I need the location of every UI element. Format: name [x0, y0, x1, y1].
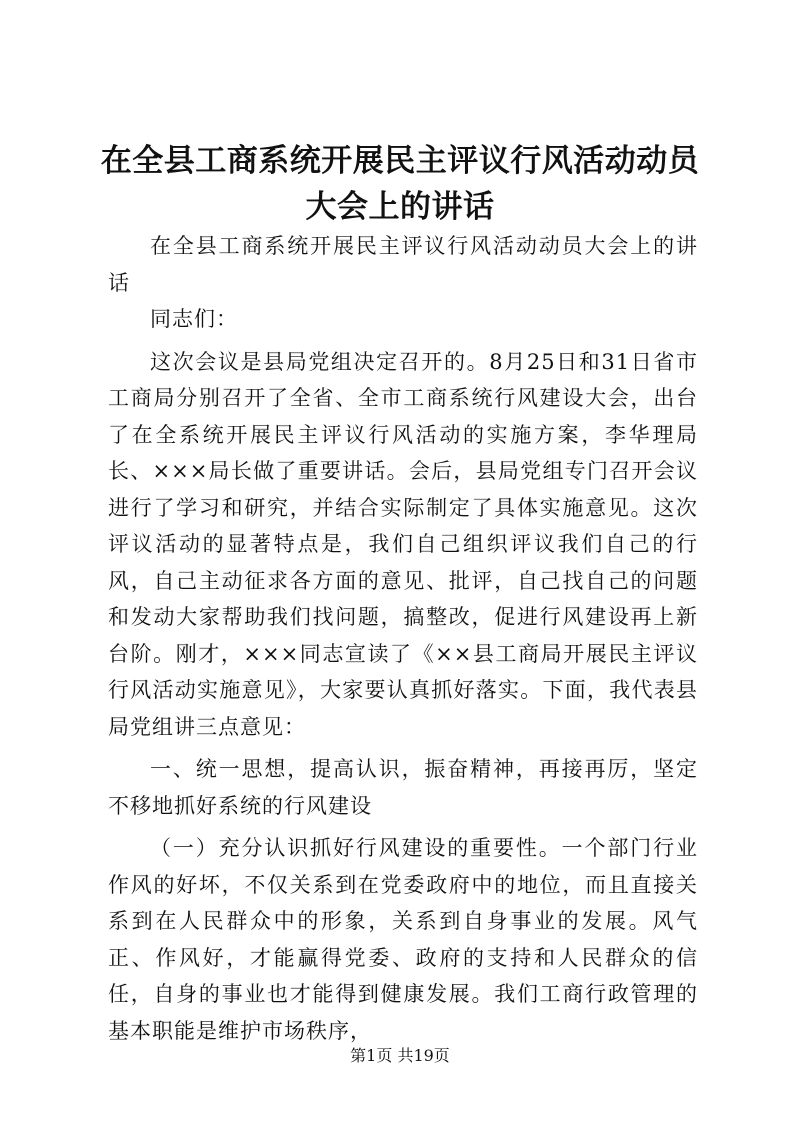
subtitle-paragraph: 在全县工商系统开展民主评议行风活动动员大会上的讲话	[108, 234, 698, 295]
body-paragraph-subsection-one: （一）充分认识抓好行风建设的重要性。一个部门行业作风的好坏，不仅关系到在党委政府中的地位，而且直接关系到在人民群众中的形象，关系到自身事业的发展。风气正、作风好，才能赢得党委、政府的支持和人民群众的信任，自身的事业也才能得到健康发展。我们工商行政管理的基本职能是维护市场秩序，	[108, 836, 698, 1043]
section-heading-one: 一、统一思想，提高认识，振奋精神，再接再厉，坚定不移地抓好系统的行风建设	[108, 757, 698, 818]
salutation-paragraph: 同志们：	[150, 307, 238, 331]
body-paragraph-intro: 这次会议是县局党组决定召开的。8月25日和31日省市工商局分别召开了全省、全市工商系统行风建设大会，出台了在全系统开展民主评议行风活动的实施方案，李华理局长、×××局长做了重要讲话。会后，县局党组专门召开会议进行了学习和研究，并结合实际制定了具体实施意见。这次评议活动的显著特点是，我们自己组织评议我们自己的行风，自己主动征求各方面的意见、批评，自己找自己的问题和发动大家帮助我们找问题，搞整改，促进行风建设再上新台阶。刚才，×××同志宣读了《××县工商局开展民主评议行风活动实施意见》，大家要认真抓好落实。下面，我代表县局党组讲三点意见：	[108, 349, 698, 739]
document-body	[108, 228, 698, 1049]
page-footer: 第1页 共19页	[350, 1046, 450, 1065]
document-title: 在全县工商系统开展民主评议行风活动动员大会上的讲话	[100, 143, 700, 225]
